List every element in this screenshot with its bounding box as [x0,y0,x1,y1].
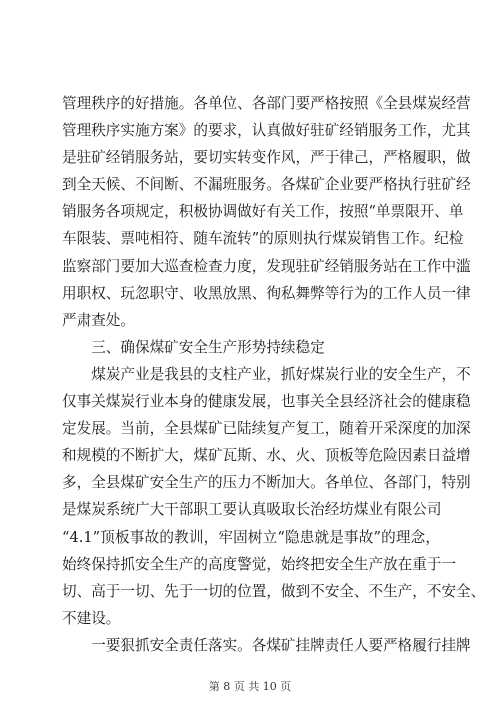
text-line: 车限装、票吨相符、随车流转”的原则执行煤炭销售工作。纪检 [62,230,464,248]
text-line: 和规模的不断扩大，煤矿瓦斯、水、火、顶板等危险因素日益增 [62,447,471,465]
text-line: 用职权、玩忽职守、收黑放黑、徇私舞弊等行为的工作人员一律 [62,284,471,302]
text-line: 是煤炭系统广大干部职工要认真吸取长治经坊煤业有限公司 [62,501,442,519]
page-number-footer: 第 8 页 共 10 页 [208,680,292,693]
text-line: 定发展。当前，全县煤矿已陆续复产复工，随着开采深度的加深 [62,420,471,438]
text-line: 仅事关煤炭行业本身的健康发展，也事关全县经济社会的健康稳 [62,393,471,411]
text-line: 到全天候、不间断、不漏班服务。各煤矿企业要严格执行驻矿经 [62,176,471,194]
text-line: 一要狠抓安全责任落实。各煤矿挂牌责任人要严格履行挂牌 [62,636,471,654]
text-line: 是驻矿经销服务站，要切实转变作风，严于律己，严格履职，做 [62,149,471,167]
text-line: “4.1”顶板事故的教训，牢固树立“隐患就是事故”的理念， [62,528,440,546]
text-line: 监察部门要加大巡查检查力度，发现驻矿经销服务站在工作中滥 [62,257,471,275]
text-line: 始终保持抓安全生产的高度警觉，始终把安全生产放在重于一 [62,555,457,573]
text-line: 切、高于一切、先于一切的位置，做到不安全、不生产，不安全、 [62,582,486,600]
text-line: 多，全县煤矿安全生产的压力不断加大。各单位、各部门，特别 [62,474,471,492]
text-line: 管理秩序的好措施。各单位、各部门要严格按照《全县煤炭经营 [62,95,471,112]
section-heading: 三、确保煤矿安全生产形势持续稳定 [62,338,325,356]
body-text [62,90,486,659]
text-line: 管理秩序实施方案》的要求，认真做好驻矿经销服务工作，尤其 [62,122,471,140]
text-line: 销服务各项规定，积极协调做好有关工作，按照“单票限开、单 [62,203,464,221]
text-line: 煤炭产业是我县的支柱产业，抓好煤炭行业的安全生产，不 [62,365,471,383]
text-line: 严肃查处。 [62,311,135,329]
text-line: 不建设。 [62,609,121,627]
